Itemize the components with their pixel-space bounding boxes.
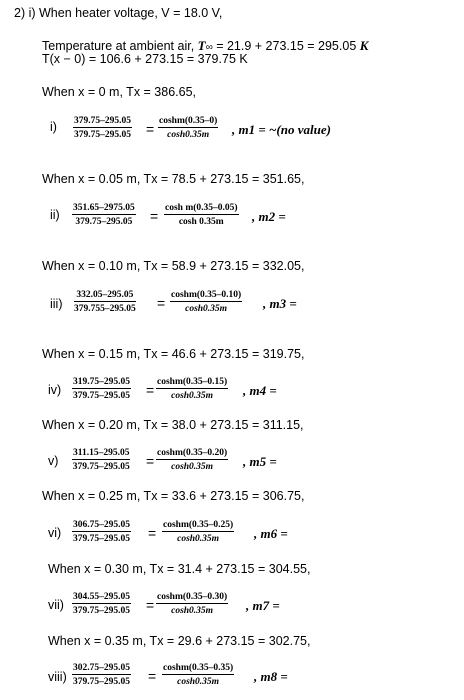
lhs-denominator-8: 379.75–295.05 [73,677,130,687]
rhs-denominator-4: cosh0.35m [171,391,214,401]
rhs-numerator-3: coshm(0.35–0.10) [171,290,242,300]
rhs-fraction-7 [156,592,228,616]
m-label-1: , m1 = ~(no value) [232,122,331,137]
condition-line-2: When x = 0.05 m, Tx = 78.5 + 273.15 = 351.65, [42,172,305,186]
item-label-2: ii) [50,208,60,222]
lhs-fraction-8 [72,663,131,687]
item-label-4: iv) [48,383,62,397]
item-label-3: iii) [50,297,63,311]
rhs-numerator-7: coshm(0.35–0.30) [157,592,228,602]
m-label-6: , m6 = [254,526,288,541]
equals-sign-2: = [150,208,159,224]
condition-line-3: When x = 0.10 m, Tx = 58.9 + 273.15 = 332.05, [42,259,305,273]
lhs-fraction-1 [73,116,132,140]
item-label-5: v) [48,454,59,468]
rhs-denominator-6: cosh0.35m [177,534,220,544]
rhs-numerator-2: cosh m(0.35–0.05) [165,203,238,213]
m-label-4: , m4 = [243,383,277,398]
rhs-fraction-5 [156,448,228,472]
m-label-8: , m8 = [254,669,288,684]
rhs-denominator-3: cosh0.35m [185,304,228,314]
lhs-fraction-7 [72,592,131,616]
equals-sign-4: = [146,382,155,398]
equals-sign-5: = [146,453,155,469]
lhs-fraction-6 [72,520,131,544]
lhs-denominator-2: 379.75–295.05 [75,217,133,227]
lhs-denominator-4: 379.75–295.05 [73,391,130,401]
condition-line-7: When x = 0.30 m, Tx = 31.4 + 273.15 = 304.55, [48,562,311,576]
rhs-denominator-7: cosh0.35m [171,606,214,616]
ambient-subscript: ∞ [205,42,213,53]
lhs-numerator-2: 351.65–2975.05 [73,203,135,213]
condition-line-4: When x = 0.15 m, Tx = 46.6 + 273.15 = 319.75, [42,347,305,361]
section-heading: 2) i) When heater voltage, V = 18.0 V, [14,6,223,20]
lhs-fraction-5 [72,448,130,472]
ambient-value: = 21.9 + 273.15 = 295.05 [212,39,360,53]
m-label-2: , m2 = [252,209,286,224]
rhs-denominator-5: cosh0.35m [171,462,214,472]
item-label-1: i) [50,120,57,134]
lhs-denominator-3: 379.755–295.05 [74,304,136,314]
rhs-denominator-1: cosh0.35m [167,130,210,140]
rhs-numerator-4: coshm(0.35–0.15) [157,377,228,387]
rhs-fraction-3 [170,290,242,314]
item-label-8: viii) [48,670,67,684]
ambient-unit: K [359,38,369,53]
equals-sign-8: = [148,668,157,684]
condition-line-8: When x = 0.35 m, Tx = 29.6 + 273.15 = 302.75, [48,634,311,648]
lhs-numerator-4: 319.75–295.05 [73,377,130,387]
lhs-denominator-7: 379.75–295.05 [73,606,130,616]
condition-line-5: When x = 0.20 m, Tx = 38.0 + 273.15 = 311.15, [42,418,304,432]
lhs-numerator-1: 379.75–295.05 [74,116,131,126]
item-label-6: vi) [48,526,62,540]
lhs-numerator-5: 311.15–295.05 [73,448,130,458]
rhs-numerator-6: coshm(0.35–0.25) [163,520,234,530]
m-label-7: , m7 = [246,598,280,613]
lhs-denominator-5: 379.75–295.05 [72,462,130,472]
rhs-fraction-2 [164,203,239,227]
ambient-prefix: Temperature at ambient air, [42,39,198,53]
lhs-fraction-4 [72,377,131,401]
rhs-fraction-6 [162,520,234,544]
lhs-fraction-3 [74,290,136,314]
rhs-fraction-1 [158,116,218,140]
item-label-7: vii) [48,598,64,612]
rhs-denominator-2: cosh 0.35m [178,217,224,227]
equals-sign-1: = [146,121,155,137]
equals-sign-7: = [146,597,155,613]
lhs-numerator-6: 306.75–295.05 [73,520,130,530]
lhs-numerator-8: 302.75–295.05 [73,663,130,673]
base-temperature-line: T(x − 0) = 106.6 + 273.15 = 379.75 K [42,52,248,66]
rhs-denominator-8: cosh0.35m [177,677,220,687]
equals-sign-6: = [148,525,157,541]
m-label-5: , m5 = [243,454,277,469]
lhs-denominator-6: 379.75–295.05 [73,534,130,544]
rhs-numerator-1: coshm(0.35–0) [159,116,218,126]
equals-sign-3: = [157,295,166,311]
lhs-numerator-3: 332.05–295.05 [74,290,136,302]
rhs-fraction-4 [156,377,228,401]
lhs-numerator-7: 304.55–295.05 [73,592,130,602]
condition-line-1: When x = 0 m, Tx = 386.65, [42,85,197,99]
rhs-numerator-8: coshm(0.35–0.35) [163,663,234,673]
ambient-symbol: T [197,38,206,53]
lhs-fraction-2 [72,203,136,227]
rhs-numerator-5: coshm(0.35–0.20) [157,448,228,458]
lhs-denominator-1: 379.75–295.05 [74,130,131,140]
condition-line-6: When x = 0.25 m, Tx = 33.6 + 273.15 = 306.75, [42,489,305,503]
rhs-fraction-8 [162,663,234,687]
m-label-3: , m3 = [263,296,297,311]
